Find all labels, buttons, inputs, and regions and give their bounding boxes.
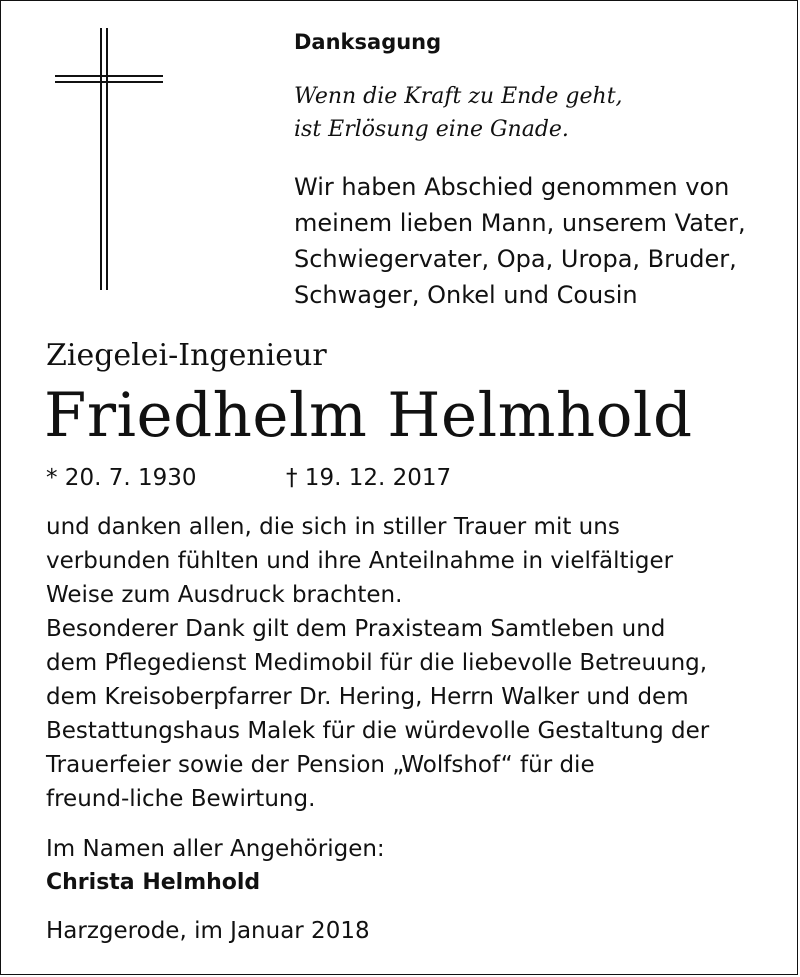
cross-icon (55, 28, 165, 290)
intro-line: Schwager, Onkel und Cousin (294, 281, 638, 309)
intro-line: Wir haben Abschied genommen von (294, 173, 730, 201)
motto (294, 80, 623, 146)
body-line: Besonderer Dank gilt dem Praxisteam Samtleben und (46, 616, 666, 642)
body-line: Bestattungshaus Malek für die würdevolle Gestaltung der (46, 718, 710, 744)
signoff (46, 832, 385, 900)
motto-line: Wenn die Kraft zu Ende geht, (294, 84, 623, 109)
intro-text (294, 169, 774, 313)
body-line: dem Pflegedienst Medimobil für die liebevolle Betreuung, (46, 650, 708, 676)
death-date: † 19. 12. 2017 (286, 465, 452, 491)
intro-line: Schwiegervater, Opa, Uropa, Bruder, (294, 245, 737, 273)
deceased-name: Friedhelm Helmhold (44, 380, 693, 451)
occupation: Ziegelei-Ingenieur (46, 338, 327, 373)
body-line: freund-liche Bewirtung. (46, 786, 316, 812)
body-line: Weise zum Ausdruck brachten. (46, 582, 403, 608)
body-line: dem Kreisoberpfarrer Dr. Hering, Herrn Walker und dem (46, 684, 689, 710)
body-line: und danken allen, die sich in stiller Trauer mit uns (46, 514, 620, 540)
intro-line: meinem lieben Mann, unserem Vater, (294, 209, 746, 237)
body-line: Trauerfeier sowie der Pension „Wolfshof“ für die (46, 752, 595, 778)
birth-date: * 20. 7. 1930 (46, 465, 197, 491)
motto-line: ist Erlösung eine Gnade. (294, 117, 569, 142)
life-dates (46, 465, 452, 491)
body-line: verbunden fühlten und ihre Anteilnahme in vielfältiger (46, 548, 674, 574)
signer-name: Christa Helmhold (46, 870, 261, 895)
notice-heading: Danksagung (294, 30, 442, 54)
signoff-line: Im Namen aller Angehörigen: (46, 836, 385, 862)
place-date: Harzgerode, im Januar 2018 (46, 918, 370, 944)
thanks-text (46, 510, 786, 816)
